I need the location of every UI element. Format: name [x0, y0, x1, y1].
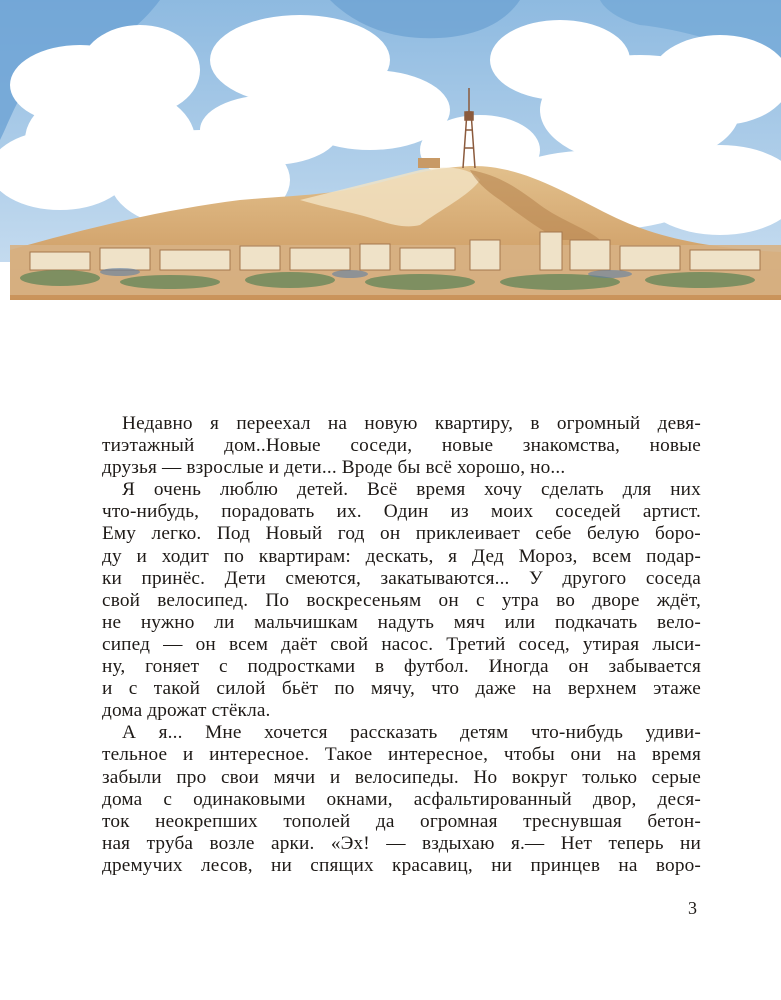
text-line: друзья — взрослые и дети... Вроде бы всё хорошо, но...	[102, 457, 566, 479]
text-line: дремучих лесов, ни спящих красавиц, ни принцев на воро-	[102, 854, 701, 876]
text-line: не нужно ли мальчишкам надуть мяч или подкачать вело-	[102, 611, 701, 633]
text-line: дома дрожат стёкла.	[102, 700, 271, 722]
text-line: дома с одинаковыми окнами, асфальтированный двор, деся-	[102, 788, 701, 810]
text-line: ду и ходит по квартирам: дескать, я Дед Мороз, всем подар-	[102, 545, 701, 567]
story-text	[102, 413, 701, 877]
text-line: и с такой силой бьёт по мячу, что даже на верхнем этаже	[102, 678, 701, 700]
text-line: Ему легко. Под Новый год он приклеивает себе белую боро-	[102, 523, 701, 545]
text-line: ная труба возле арки. «Эх! — вздыхаю я.— Нет теперь ни	[102, 832, 701, 854]
text-line: свой велосипед. По воскресеньям он с утра во дворе ждёт,	[102, 589, 701, 611]
text-line: ки принёс. Дети смеются, закатываются... У другого соседа	[102, 567, 701, 589]
text-line: Я очень люблю детей. Всё время хочу сделать для них	[122, 479, 701, 501]
text-line: ток неокрепших тополей да огромная треснувшая бетон-	[102, 810, 701, 832]
text-line: что-нибудь, порадовать их. Один из моих соседей артист.	[102, 501, 701, 523]
text-line: Недавно я переехал на новую квартиру, в огромный девя-	[122, 413, 701, 434]
page-number: 3	[688, 898, 697, 918]
text-line: забыли про свои мячи и велосипеды. Но вокруг только серые	[102, 766, 701, 788]
text-line: А я... Мне хочется рассказать детям что-нибудь удиви-	[122, 722, 701, 744]
text-line: тиэтажный дом..Новые соседи, новые знакомства, новые	[102, 435, 701, 457]
text-line: сипед — он всем даёт свой насос. Третий сосед, утирая лыси-	[102, 633, 701, 655]
text-line: тельное и интересное. Такое интересное, чтобы они на время	[102, 744, 701, 766]
text-line: ну, гоняет с подростками в футбол. Иногда он забывается	[102, 656, 701, 678]
landscape-illustration	[0, 0, 781, 310]
